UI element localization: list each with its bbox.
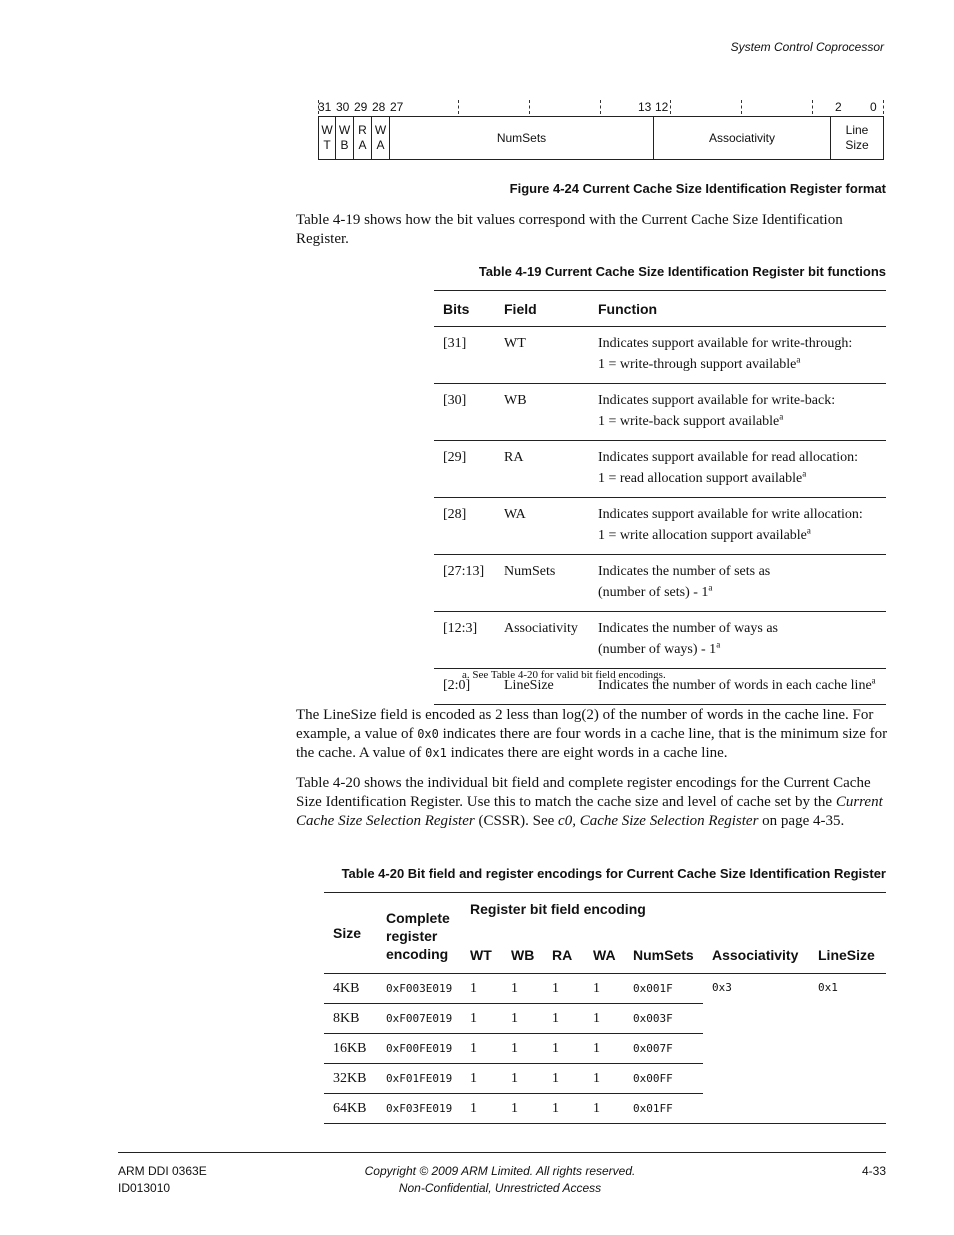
page-number: 4-33 [861, 1164, 886, 1178]
table-row: 16KB 0xF00FE019 1 1 1 1 0x007F [324, 1034, 886, 1064]
bit-number: 27 [390, 100, 404, 114]
header-wa: WA [593, 947, 616, 963]
field-wa: W A [372, 116, 390, 160]
bit-number: 2 [835, 100, 842, 114]
bit-tick [741, 100, 742, 114]
bit-number: 29 [354, 100, 368, 114]
cross-reference-link[interactable]: c0, Cache Size Selection Register [558, 813, 759, 829]
paragraph-linesize: The LineSize field is encoded as 2 less than log(2) of the number of words in the cache line. For example, a value of 0x0 indicates there are four words in a cache line, that is the minimum size for the cache. A value of 0x1 indicates there are eight words in a cache line. [296, 707, 888, 761]
linesize-value: 0x1 [809, 974, 886, 1124]
bit-number: 28 [372, 100, 386, 114]
bit-tick [529, 100, 530, 114]
table-row: 8KB 0xF007E019 1 1 1 1 0x003F [324, 1004, 886, 1034]
header-ra: RA [552, 947, 573, 963]
bit-number: 31 [318, 100, 332, 114]
table-row: [31] WT Indicates support available for write-through: 1 = write-through support available$^a$ [434, 327, 886, 384]
footer-doc-ids [118, 1163, 207, 1197]
bit-tick [883, 100, 884, 114]
bit-number: 30 [336, 100, 350, 114]
doc-id: ARM DDI 0363E [118, 1164, 207, 1178]
table-row: [29] RA Indicates support available for read allocation: 1 = read allocation support available$^a$ [434, 441, 886, 498]
header-complete-encoding: Complete register encoding [386, 910, 450, 962]
bit-number: 12 [655, 100, 669, 114]
table-row: 64KB 0xF03FE019 1 1 1 1 0x01FF [324, 1094, 886, 1124]
figure-caption: Figure 4-24 Current Cache Size Identification Register format [509, 181, 886, 196]
bit-number: 0 [870, 100, 877, 114]
field-wt: W T [318, 116, 336, 160]
header-bits: Bits [434, 291, 495, 327]
table-row: [12:3] Associativity Indicates the number of ways as (number of ways) - 1$^a$ [434, 612, 886, 669]
footer-divider [118, 1152, 886, 1153]
field-associativity: Associativity [654, 116, 831, 160]
header-bit-field-group: Register bit field encoding [470, 901, 646, 917]
table-row: 32KB 0xF01FE019 1 1 1 1 0x00FF [324, 1064, 886, 1094]
paragraph-intro: Table 4-19 shows how the bit values correspond with the Current Cache Size Identification Register. [296, 212, 843, 247]
table20-caption: Table 4-20 Bit field and register encodings for Current Cache Size Identification Register [341, 866, 886, 881]
footer-copyright: Copyright © 2009 ARM Limited. All rights reserved. Non-Confidential, Unrestricted Access [364, 1164, 636, 1195]
associativity-value: 0x3 [703, 974, 809, 1124]
bit-tick [812, 100, 813, 114]
header-field: Field [495, 291, 589, 327]
bit-tick [670, 100, 671, 114]
field-wb: W B [336, 116, 354, 160]
header-associativity: Associativity [712, 947, 799, 963]
header-size: Size [333, 925, 362, 941]
table-row: 4KB 0xF003E019 1 1 1 1 0x001F 0x3 0x1 [324, 974, 886, 1004]
bit-tick [318, 100, 319, 114]
bit-number: 13 [638, 100, 652, 114]
field-ra: R A [354, 116, 372, 160]
header-wt: WT [470, 947, 492, 963]
table19-caption: Table 4-19 Current Cache Size Identification Register bit functions [478, 264, 886, 279]
table-row: [27:13] NumSets Indicates the number of sets as (number of sets) - 1$^a$ [434, 555, 886, 612]
bit-tick [458, 100, 459, 114]
running-header: System Control Coprocessor [730, 40, 884, 54]
table-row: [2:0] LineSize Indicates the number of words in each cache line$^a$ [434, 669, 886, 705]
header-numsets: NumSets [633, 947, 694, 963]
paragraph-encodings: Table 4-20 shows the individual bit field and complete register encodings for the Current Cache Size Identification Register. Use this to match the cache size and level of cache set by the Current Cache Size Selection Register (CSSR). See c0, Cache Size Selection Register on page 4-35. [296, 775, 883, 829]
header-function: Function [589, 291, 886, 327]
table19-footnote: a. See Table 4-20 for valid bit field encodings. [462, 669, 666, 681]
table-row: [28] WA Indicates support available for write allocation: 1 = write allocation support available$^a$ [434, 498, 886, 555]
header-wb: WB [511, 947, 535, 963]
header-linesize: LineSize [818, 947, 875, 963]
issue-id: ID013010 [118, 1181, 171, 1195]
bit-tick [600, 100, 601, 114]
table-bit-functions [434, 290, 886, 705]
table-encodings [324, 892, 886, 1124]
table-row: [30] WB Indicates support available for write-back: 1 = write-back support available$^a$ [434, 384, 886, 441]
field-linesize: Line Size [831, 116, 884, 160]
register-diagram [318, 98, 884, 162]
field-numsets: NumSets [390, 116, 654, 160]
